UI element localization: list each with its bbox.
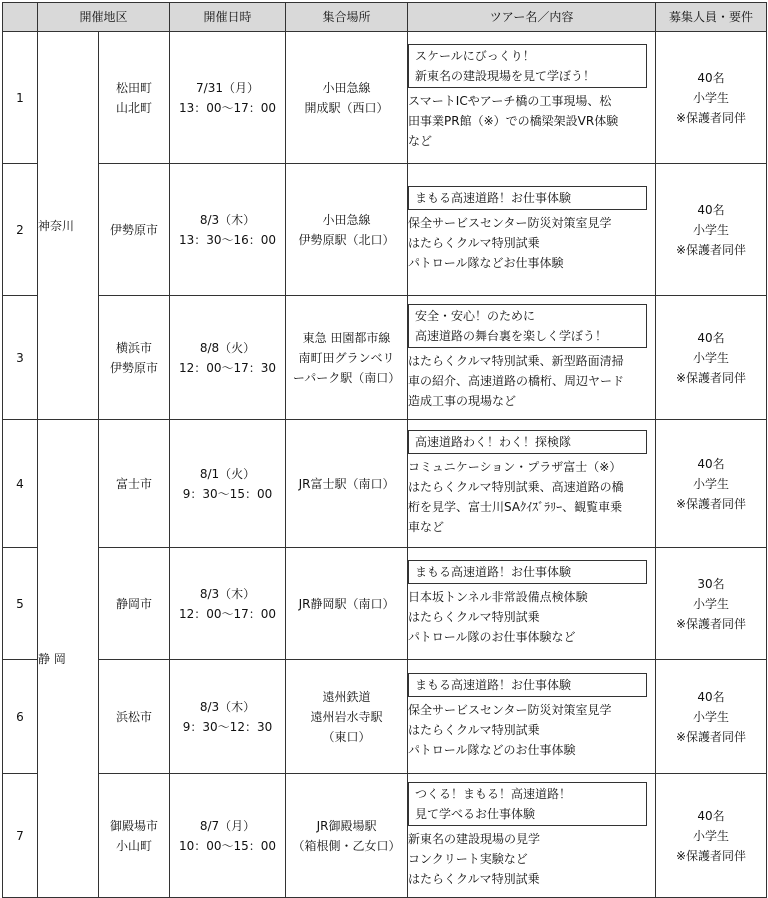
datetime-line: 8/3（木） [199, 699, 256, 714]
header-datetime: 開催日時 [170, 3, 286, 32]
tour-content-line: パトロール隊などのお仕事体験 [408, 743, 576, 757]
capacity-line: 30名 [697, 576, 725, 591]
meeting-place-line: 遠州鉄道 [322, 689, 371, 704]
tour-content-cell [408, 164, 656, 296]
row-number: 5 [3, 548, 38, 660]
meeting-place-line: JR富士駅（南口） [298, 476, 395, 491]
meeting-place-line: 小田急線 [322, 212, 371, 227]
tour-content-line: パトロール隊のお仕事体験など [408, 630, 576, 644]
capacity-cell [656, 660, 767, 774]
row-number: 1 [3, 32, 38, 164]
tour-title-box [408, 186, 647, 210]
datetime-line: 12：00～17：30 [178, 360, 277, 375]
meeting-place-cell [286, 296, 408, 420]
datetime-line: 7/31（月） [196, 80, 259, 95]
capacity-cell [656, 548, 767, 660]
header-capacity: 募集人員・要件 [656, 3, 767, 32]
tour-content-line: 日本坂トンネル非常設備点検体験 [408, 590, 588, 604]
table-row [3, 32, 767, 164]
meeting-place-line: 小田急線 [322, 80, 371, 95]
capacity-line: 小学生 [693, 350, 730, 365]
meeting-place-line: JR静岡駅（南口） [298, 596, 395, 611]
capacity-line: 40名 [697, 202, 725, 217]
tour-title-box [408, 304, 647, 348]
tour-content-line: はたらくクルマ特別試乗 [408, 872, 540, 886]
tour-content-line: コンクリート実験など [408, 852, 528, 866]
area-cell [99, 296, 170, 420]
tour-content-cell [408, 32, 656, 164]
tour-title-line: まもる高速道路！お仕事体験 [415, 565, 572, 579]
tour-content-line: スマートICやアーチ橋の工事現場、松 [408, 94, 612, 108]
tour-title-box [408, 560, 647, 584]
tour-content-line: パトロール隊などお仕事体験 [408, 256, 564, 270]
capacity-cell [656, 164, 767, 296]
capacity-line: 40名 [697, 330, 725, 345]
meeting-place-line: 東急 田園都市線 [302, 330, 391, 345]
tour-title-line: 高速道路わく！わく！探検隊 [415, 435, 572, 449]
tour-content-line: 保全サービスセンター防災対策室見学 [408, 216, 612, 230]
capacity-line: 小学生 [693, 222, 730, 237]
tour-title-line: まもる高速道路！お仕事体験 [415, 678, 572, 692]
datetime-line: 8/1（火） [199, 466, 256, 481]
datetime-line: 8/7（月） [199, 818, 256, 833]
capacity-line: ※保護者同伴 [675, 242, 747, 257]
row-number: 4 [3, 420, 38, 548]
table-row [3, 164, 767, 296]
tour-content-line: コミュニケーション・プラザ富士（※） [408, 460, 622, 474]
area-name: 富士市 [116, 476, 153, 491]
meeting-place-cell [286, 420, 408, 548]
tour-content-line: はたらくクルマ特別試乗 [408, 723, 540, 737]
area-cell [99, 164, 170, 296]
meeting-place-line: 開成駅（西口） [304, 100, 389, 115]
tour-title-line: 安全・安心！のために [415, 309, 536, 323]
datetime-line: 8/3（木） [199, 586, 256, 601]
meeting-place-cell [286, 774, 408, 898]
tour-content-cell [408, 548, 656, 660]
meeting-place-line: 伊勢原駅（北口） [298, 232, 395, 247]
capacity-line: 小学生 [693, 596, 730, 611]
area-name: 伊勢原市 [110, 360, 159, 375]
tour-content-line: はたらくクルマ特別試乗、高速道路の橋 [408, 480, 624, 494]
tour-content-line: 車など [408, 520, 445, 534]
region-cell: 神奈川 [38, 32, 99, 420]
region-cell: 静 岡 [38, 420, 99, 898]
table-row [3, 420, 767, 548]
tour-content-cell [408, 660, 656, 774]
meeting-place-line: 南町田グランベリ [298, 350, 395, 365]
datetime-line: 9：30～12：30 [182, 719, 273, 734]
datetime-line: 8/8（火） [199, 340, 256, 355]
capacity-line: 40名 [697, 689, 725, 704]
area-name: 伊勢原市 [110, 222, 159, 237]
tour-schedule-table [2, 2, 767, 898]
tour-content-cell [408, 420, 656, 548]
datetime-cell [170, 32, 286, 164]
header-region: 開催地区 [38, 3, 170, 32]
area-cell [99, 32, 170, 164]
capacity-cell [656, 774, 767, 898]
capacity-cell [656, 420, 767, 548]
tour-content-line: はたらくクルマ特別試乗 [408, 236, 540, 250]
datetime-line: 10：00～15：00 [178, 838, 277, 853]
datetime-cell [170, 548, 286, 660]
datetime-line: 9：30～15：00 [182, 486, 273, 501]
capacity-cell [656, 296, 767, 420]
row-number: 6 [3, 660, 38, 774]
capacity-line: 小学生 [693, 90, 730, 105]
datetime-line: 13：30～16：00 [178, 232, 277, 247]
capacity-line: ※保護者同伴 [675, 370, 747, 385]
row-number: 7 [3, 774, 38, 898]
tour-title-line: 新東名の建設現場を見て学ぼう！ [415, 69, 596, 83]
area-name: 松田町 [116, 80, 153, 95]
area-cell [99, 420, 170, 548]
capacity-cell [656, 32, 767, 164]
tour-content-line: 新東名の建設現場の見学 [408, 832, 541, 846]
area-name: 浜松市 [116, 709, 153, 724]
header-empty [3, 3, 38, 32]
capacity-line: ※保護者同伴 [675, 496, 747, 511]
tour-content-line: 保全サービスセンター防災対策室見学 [408, 703, 612, 717]
tour-title-box [408, 782, 647, 826]
capacity-line: 小学生 [693, 476, 730, 491]
tour-title-line: 高速道路の舞台裏を楽しく学ぼう！ [415, 329, 608, 343]
meeting-place-cell [286, 660, 408, 774]
capacity-line: ※保護者同伴 [675, 616, 747, 631]
area-name: 小山町 [116, 838, 153, 853]
datetime-cell [170, 774, 286, 898]
header-place: 集合場所 [286, 3, 408, 32]
tour-content-line: など [408, 134, 433, 148]
meeting-place-line: JR御殿場駅 [316, 818, 377, 833]
capacity-line: 40名 [697, 456, 725, 471]
tour-title-line: スケールにびっくり！ [415, 49, 535, 63]
datetime-cell [170, 296, 286, 420]
area-cell [99, 774, 170, 898]
capacity-line: ※保護者同伴 [675, 848, 747, 863]
tour-content-cell [408, 774, 656, 898]
meeting-place-cell [286, 32, 408, 164]
capacity-line: 小学生 [693, 828, 730, 843]
meeting-place-line: （箱根側・乙女口） [292, 838, 401, 853]
tour-content-line: 造成工事の現場など [408, 394, 517, 408]
tour-title-box [408, 430, 647, 454]
meeting-place-line: 遠州岩水寺駅 [310, 709, 383, 724]
table-row [3, 660, 767, 774]
capacity-line: 40名 [697, 808, 725, 823]
datetime-cell [170, 420, 286, 548]
area-cell [99, 548, 170, 660]
datetime-cell [170, 660, 286, 774]
area-name: 横浜市 [116, 340, 153, 355]
capacity-line: ※保護者同伴 [675, 729, 747, 744]
meeting-place-cell [286, 548, 408, 660]
tour-content-line: 車の紹介、高速道路の橋桁、周辺ヤード [408, 374, 625, 388]
tour-title-line: つくる！まもる！高速道路！ [415, 787, 572, 801]
area-name: 御殿場市 [110, 818, 159, 833]
capacity-line: 小学生 [693, 709, 730, 724]
area-cell [99, 660, 170, 774]
meeting-place-cell [286, 164, 408, 296]
header-tour: ツアー名／内容 [408, 3, 656, 32]
area-name: 静岡市 [116, 596, 153, 611]
meeting-place-line: （東口） [322, 729, 371, 744]
datetime-line: 8/3（木） [199, 212, 256, 227]
datetime-line: 12：00～17：00 [178, 606, 277, 621]
table-row [3, 296, 767, 420]
area-name: 山北町 [116, 100, 153, 115]
row-number: 2 [3, 164, 38, 296]
header-row [3, 3, 767, 32]
table-row [3, 548, 767, 660]
tour-title-line: まもる高速道路！お仕事体験 [415, 191, 572, 205]
table-row [3, 774, 767, 898]
tour-content-cell [408, 296, 656, 420]
tour-content-line: はたらくクルマ特別試乗 [408, 610, 540, 624]
capacity-line: ※保護者同伴 [675, 110, 747, 125]
capacity-line: 40名 [697, 70, 725, 85]
tour-content-line: はたらくクルマ特別試乗、新型路面清掃 [408, 354, 624, 368]
datetime-cell [170, 164, 286, 296]
tour-title-box [408, 673, 647, 697]
datetime-line: 13：00～17：00 [178, 100, 277, 115]
tour-content-line: 田事業PR館（※）での橋梁架設VR体験 [408, 114, 619, 128]
meeting-place-line: ーパーク駅（南口） [292, 370, 401, 385]
tour-title-line: 見て学べるお仕事体験 [415, 807, 536, 821]
tour-content-line: 桁を見学、富士川SAｸｲｽﾞﾗﾘｰ、観覧車乗 [408, 500, 623, 514]
row-number: 3 [3, 296, 38, 420]
tour-title-box [408, 44, 647, 88]
